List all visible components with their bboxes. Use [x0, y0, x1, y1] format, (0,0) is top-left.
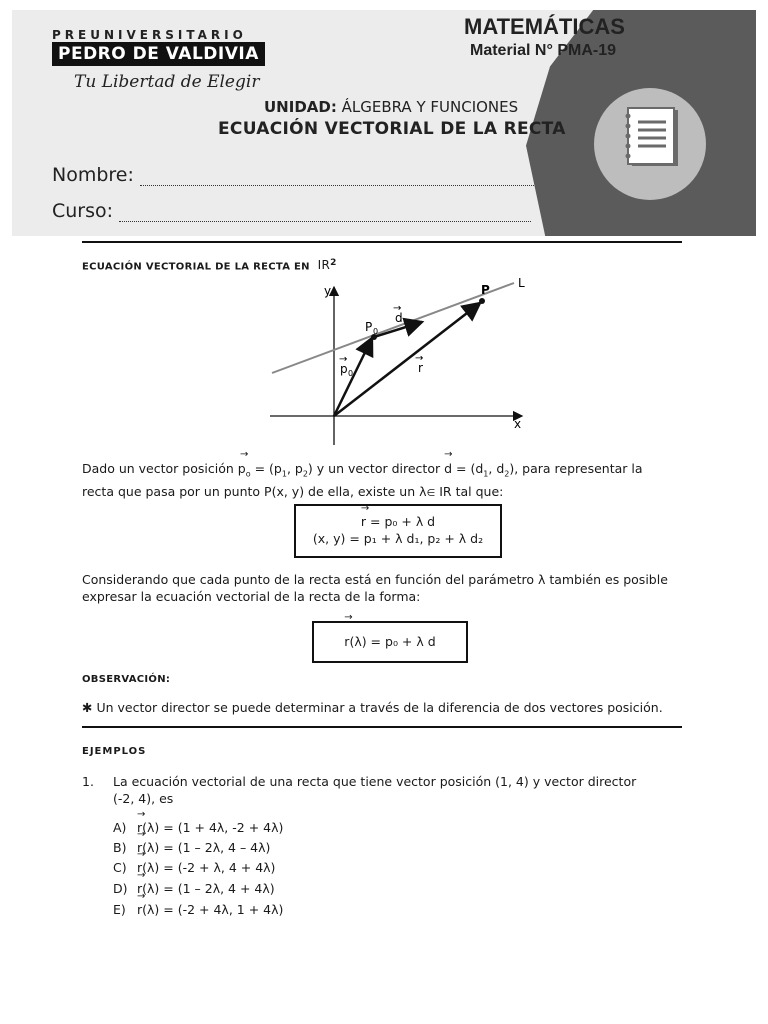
examples-divider [82, 726, 682, 728]
vector-d-arrowhead: → [393, 303, 402, 314]
question-1-text [113, 773, 687, 807]
line-L [272, 283, 514, 373]
equation-text: = p₀ + λ d [370, 514, 436, 529]
vector-p0-inline: → $p_o$ [238, 460, 251, 483]
text-segment: = (p [254, 461, 282, 476]
option-letter: E) [113, 902, 126, 917]
option-letter: A) [113, 820, 127, 835]
observation-heading: OBSERVACIÓN: [82, 674, 171, 685]
text-segment: Dado un vector posición [82, 461, 234, 476]
equation-box-2 [312, 621, 468, 663]
name-dotted-line[interactable] [140, 184, 534, 186]
course-label: Curso: [52, 200, 114, 222]
question-1-line-2: (-2, 4), es [113, 791, 174, 806]
section-heading [82, 258, 337, 272]
x-axis-label: x [514, 417, 522, 431]
text-segment: = (d [456, 461, 484, 476]
name-label: Nombre: [52, 164, 134, 186]
logo-top-text: PREUNIVERSITARIO [52, 28, 247, 42]
equation-box-1 [294, 504, 502, 558]
equation-box-1-line-1 [296, 514, 500, 529]
vector-p0-label: p [340, 362, 348, 376]
examples-heading: EJEMPLOS [82, 746, 147, 757]
vector-d-inline: → d [444, 460, 452, 477]
y-axis-label: y [324, 284, 332, 298]
vector-r-arrowhead: → [415, 353, 424, 364]
equation-box-1-line-2: (x, y) = p₁ + λ d₁, p₂ + λ d₂ [312, 531, 484, 546]
text-segment: IR tal que: [439, 483, 504, 499]
option-text: (λ) = (1 – 2λ, 4 – 4λ) [142, 840, 271, 855]
option-letter: B) [113, 840, 127, 855]
option-text: (λ) = (-2 + 4λ, 1 + 4λ) [142, 902, 284, 917]
text-segment: , d [488, 461, 505, 476]
vector-r-inline: → r [137, 820, 142, 835]
unit-value: ÁLGEBRA Y FUNCIONES [341, 98, 519, 116]
option-text: (λ) = (-2 + λ, 4 + 4λ) [142, 860, 276, 875]
logo-slogan: Tu Libertad de Elegir [74, 72, 260, 92]
notebook-icon [594, 88, 706, 200]
vector-r-inline: → r [137, 902, 142, 917]
document-title: ECUACIÓN VECTORIAL DE LA RECTA [218, 119, 566, 139]
definition-line-2 [82, 483, 686, 502]
option-letter: D) [113, 881, 128, 896]
vector-r-inline: → r [361, 514, 366, 529]
option-text: (λ) = (1 + 4λ, -2 + 4λ) [142, 820, 284, 835]
point-p0-label: P [365, 320, 373, 334]
vector-r-inline: → r [137, 860, 142, 875]
text-segment: ) y un vector director [307, 461, 441, 476]
vector-r-inline: → r [137, 881, 142, 896]
course-dotted-line[interactable] [119, 220, 531, 222]
name-field[interactable] [52, 164, 534, 186]
parametric-line-1: Considerando que cada punto de la recta está en función del parámetro λ también es posible [82, 572, 668, 587]
observation-item [82, 699, 686, 716]
text-segment: , p [286, 461, 303, 476]
vector-r-label: r [418, 361, 423, 375]
option-e[interactable] [113, 902, 283, 917]
point-p0-sub: 0 [373, 327, 379, 336]
vector-p0-sub: 0 [348, 369, 354, 378]
equation-text: (λ) = p₀ + λ d [349, 634, 436, 649]
point-p-label: P [481, 283, 490, 297]
section-heading-set: IR [317, 258, 331, 273]
definition-line-1: Dado un vector posición → $p_o = (p_1$, $p_2$) y un vector director → $d = (d_1$, $d_2$), para representar la [82, 460, 686, 483]
section-heading-text: ECUACIÓN VECTORIAL DE LA RECTA EN [82, 261, 310, 273]
course-field[interactable] [52, 200, 531, 222]
option-letter: C) [113, 860, 127, 875]
definition-paragraph [82, 460, 686, 502]
observation-text: Un vector director se puede determinar a través de la diferencia de dos vectores posición. [96, 700, 663, 715]
logo-name: PEDRO DE VALDIVIA [52, 42, 265, 66]
vector-r-inline: → r [344, 623, 349, 661]
parametric-line-2: expresar la ecuación vectorial de la recta de la forma: [82, 589, 421, 604]
subject-title: MATEMÁTICAS [464, 14, 625, 39]
unit-label: UNIDAD: [264, 98, 337, 116]
line-label: L [518, 276, 525, 290]
text-segment: recta que pasa por un punto P(x, y) de ella, existe un λ [82, 483, 427, 499]
parametric-paragraph [82, 571, 686, 605]
question-1-line-1: La ecuación vectorial de una recta que tiene vector posición (1, 4) y vector director [113, 774, 637, 789]
vector-d-label: d [395, 311, 403, 325]
element-of-symbol: ∈ [426, 487, 436, 499]
unit-line [264, 98, 518, 116]
section-heading-sup: 2 [330, 258, 337, 268]
vector-r-inline: → r [137, 840, 142, 855]
header-divider [82, 241, 682, 243]
header [12, 10, 756, 236]
vector-p0-arrowhead: → [339, 354, 348, 365]
text-segment: ), para representar la [509, 461, 643, 476]
vector-r-arrow [334, 303, 480, 416]
question-number: 1. [82, 774, 94, 789]
material-code: Material N° PMA-19 [470, 42, 616, 59]
point-p [479, 298, 485, 304]
vector-line-figure [262, 275, 542, 450]
bullet-icon: ✱ [82, 700, 93, 715]
option-text: (λ) = (1 – 2λ, 4 + 4λ) [142, 881, 275, 896]
